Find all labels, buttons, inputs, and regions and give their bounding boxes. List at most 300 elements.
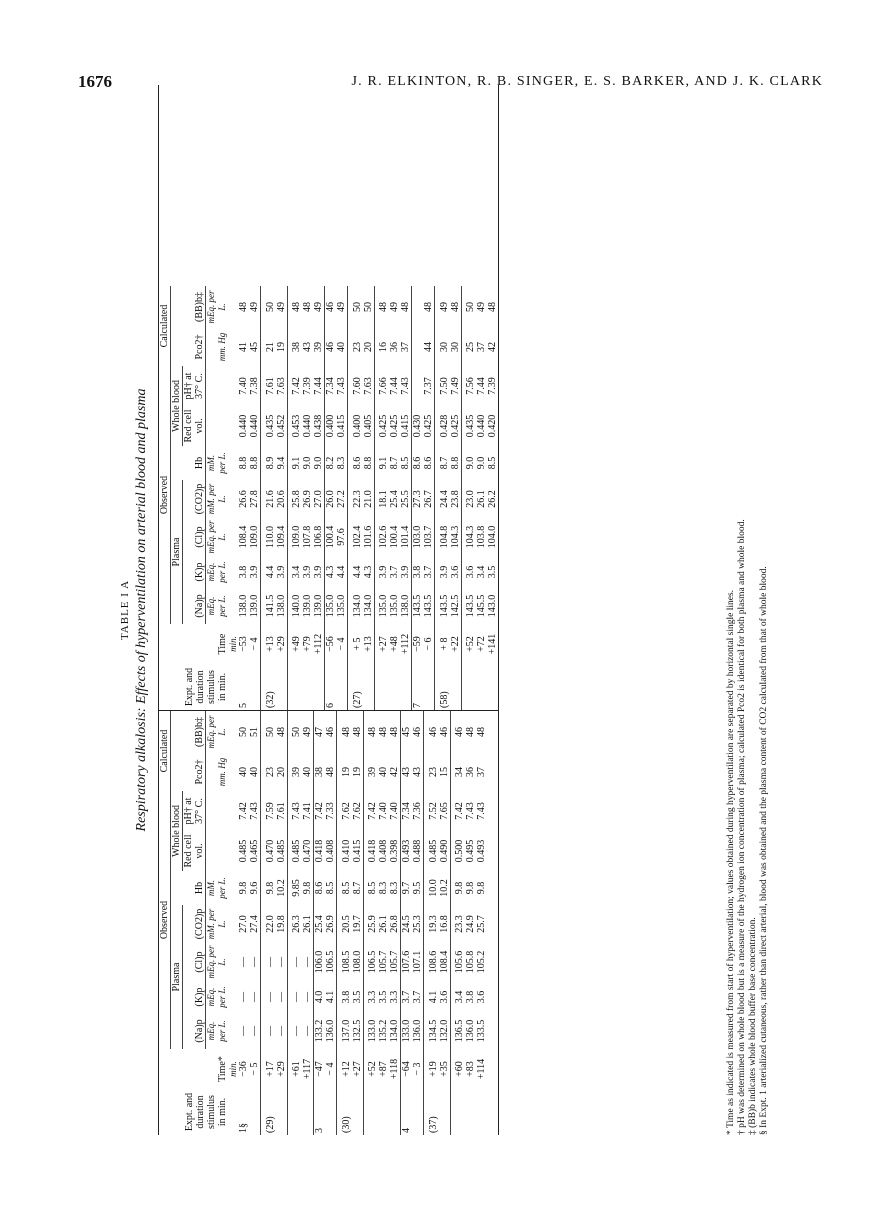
table-cell: 18.1 bbox=[378, 490, 389, 508]
expt-duration bbox=[302, 664, 313, 710]
table-cell: +87 bbox=[378, 1061, 389, 1077]
expt-duration bbox=[378, 664, 389, 710]
table-cell: 49 bbox=[313, 302, 324, 312]
table-cell: 7.60 bbox=[351, 377, 363, 395]
unit-spacer bbox=[228, 1089, 238, 1135]
table-cell: 3.6 bbox=[438, 990, 450, 1004]
table-cell: 4.4 bbox=[336, 565, 347, 579]
table-cell: 7.66 bbox=[378, 377, 389, 395]
table-cell: 0.465 bbox=[249, 839, 260, 863]
table-cell: +49 bbox=[291, 636, 302, 652]
table-cell: 7.41 bbox=[302, 802, 313, 820]
unit-label: mEq. per L. bbox=[206, 943, 229, 981]
table-cell: — bbox=[275, 957, 287, 967]
expt-number: 4 bbox=[401, 1089, 413, 1135]
table-cell: 9.8 bbox=[476, 881, 487, 895]
table-cell: 8.5 bbox=[400, 456, 411, 470]
table-cell: 7.34 bbox=[401, 791, 413, 831]
table-cell: +19 bbox=[427, 1061, 439, 1077]
table-cell: 105.2 bbox=[476, 950, 487, 974]
table-cell: +83 bbox=[465, 1061, 476, 1077]
table-cell: 44 bbox=[423, 342, 434, 352]
table-cell: 7.61 bbox=[275, 802, 287, 820]
table-cell: 27.8 bbox=[249, 490, 260, 508]
expt-duration bbox=[249, 664, 261, 710]
table-cell: 7.40 bbox=[378, 802, 389, 820]
table-cell: 104.3 bbox=[465, 525, 476, 549]
table-cell: 133.0 bbox=[401, 1013, 413, 1049]
expt-number: 6 bbox=[325, 664, 337, 710]
table-cell: 19.8 bbox=[275, 915, 287, 933]
header-spacer bbox=[171, 286, 183, 366]
table-cell: 22.3 bbox=[351, 490, 363, 508]
table-cell: 134.5 bbox=[427, 1019, 439, 1043]
table-cell: 48 bbox=[476, 727, 487, 737]
expt-duration bbox=[487, 664, 498, 710]
table-cell: + 5 bbox=[351, 637, 363, 651]
header-cl: (Cl)p bbox=[194, 526, 205, 548]
table-cell: 138.0 bbox=[400, 594, 411, 618]
table-cell: 3.7 bbox=[401, 981, 413, 1013]
table-cell: 7.42 bbox=[367, 802, 378, 820]
table-cell: 0.440 bbox=[476, 414, 487, 438]
table-cell: 38 bbox=[291, 342, 302, 352]
table-cell: 34 bbox=[454, 767, 465, 777]
table-cell: 142.5 bbox=[449, 594, 461, 618]
table-cell: 108.5 bbox=[340, 950, 352, 974]
table-cell: — bbox=[275, 992, 287, 1002]
header-red-cell-vol: Red cell vol. bbox=[183, 834, 205, 868]
table-cell: 8.8 bbox=[362, 456, 374, 470]
table-cell: — bbox=[302, 1026, 313, 1036]
table-cell: +13 bbox=[362, 636, 374, 652]
expt-duration: (58) bbox=[438, 691, 450, 708]
table-row bbox=[341, 711, 352, 1135]
unit-label: mM. per L. bbox=[206, 446, 229, 480]
table-cell: 46 bbox=[325, 328, 337, 366]
table-cell: 0.485 bbox=[238, 839, 249, 863]
table-cell: 3.8 bbox=[238, 565, 249, 579]
table-cell: 9.85 bbox=[291, 879, 302, 897]
table-cell: 3.9 bbox=[302, 565, 313, 579]
table-cell: +29 bbox=[275, 1061, 287, 1077]
table-row bbox=[476, 286, 487, 710]
table-cell: 8.3 bbox=[389, 881, 400, 895]
table-cell: 25.9 bbox=[367, 915, 378, 933]
table-cell: 3.6 bbox=[476, 990, 487, 1004]
table-cell: 16.8 bbox=[438, 915, 450, 933]
table-cell: 0.408 bbox=[378, 839, 389, 863]
table-cell: 40 bbox=[238, 767, 249, 777]
table-cell: 21.6 bbox=[264, 490, 276, 508]
table-row bbox=[378, 711, 389, 1135]
table-cell: 7.56 bbox=[465, 377, 476, 395]
table-cell: 25.4 bbox=[314, 905, 326, 943]
unit-label: mEq. per L. bbox=[206, 588, 229, 624]
table-cell: 140.0 bbox=[291, 594, 302, 618]
table-row bbox=[400, 286, 412, 710]
table-cell: 3.5 bbox=[487, 565, 498, 579]
table-title: Respiratory alkalosis: Effects of hyperventilation on arterial blood and plasma bbox=[134, 388, 149, 832]
table-row bbox=[465, 711, 476, 1135]
table-cell: 105.8 bbox=[465, 950, 476, 974]
table-cell: 3.9 bbox=[275, 565, 287, 579]
header-calculated: Calculated bbox=[159, 711, 171, 791]
unit-label: mEq. per L. bbox=[206, 518, 229, 556]
table-cell: 0.470 bbox=[264, 839, 276, 863]
table-cell: 107.1 bbox=[412, 950, 423, 974]
header-na: (Na)p bbox=[194, 1019, 205, 1043]
table-row bbox=[313, 286, 325, 710]
unit-spacer bbox=[228, 711, 238, 753]
table-cell: +29 bbox=[275, 636, 287, 652]
table-cell: — bbox=[249, 992, 260, 1002]
table-cell: 46 bbox=[325, 727, 336, 737]
table-cell: 102.6 bbox=[378, 525, 389, 549]
expt-duration bbox=[465, 1089, 476, 1135]
table-cell: 7.42 bbox=[314, 791, 326, 831]
table-cell: 36 bbox=[389, 342, 400, 352]
unit-spacer bbox=[228, 664, 238, 710]
table-cell: − 4 bbox=[336, 637, 347, 651]
table-cell: 136.0 bbox=[412, 1019, 423, 1043]
table-cell: 8.6 bbox=[412, 446, 424, 480]
table-cell: +13 bbox=[264, 636, 276, 652]
table-cell: 42 bbox=[487, 342, 498, 352]
table-cell: 49 bbox=[438, 302, 450, 312]
table-cell: 0.420 bbox=[487, 414, 498, 438]
table-cell: +117 bbox=[302, 1058, 313, 1080]
table-cell: 7.63 bbox=[275, 377, 287, 395]
table-cell: 8.8 bbox=[238, 456, 249, 470]
header-bb: (BB)b‡ bbox=[194, 717, 205, 747]
table-cell: 3.7 bbox=[412, 990, 423, 1004]
table-cell: 9.8 bbox=[454, 881, 465, 895]
table-cell: 0.408 bbox=[325, 839, 336, 863]
table-row bbox=[487, 286, 498, 710]
table-cell: 8.6 bbox=[314, 871, 326, 905]
table-cell: 48 bbox=[378, 727, 389, 737]
table-cell: — bbox=[249, 1026, 260, 1036]
table-cell: 0.435 bbox=[465, 414, 476, 438]
table-cell: 0.488 bbox=[412, 839, 423, 863]
table-cell: 49 bbox=[275, 302, 287, 312]
table-cell: 9.5 bbox=[412, 881, 423, 895]
header-time: Time* bbox=[217, 1056, 228, 1082]
table-row bbox=[367, 711, 378, 1135]
expt-duration bbox=[336, 664, 348, 710]
table-cell: 39 bbox=[367, 767, 378, 777]
table-cell: 49 bbox=[389, 302, 400, 312]
table-cell: 21.0 bbox=[362, 490, 374, 508]
table-cell: 136.0 bbox=[465, 1019, 476, 1043]
expt-duration bbox=[389, 1089, 401, 1135]
table-cell: 26.6 bbox=[238, 490, 249, 508]
table-cell: 38 bbox=[314, 753, 326, 791]
table-cell: 103.8 bbox=[476, 525, 487, 549]
table-cell: 39 bbox=[313, 342, 324, 352]
table-cell: 104.8 bbox=[438, 525, 450, 549]
header-co2: (CO2)p bbox=[194, 483, 205, 515]
table-cell: 48 bbox=[340, 727, 352, 737]
table-cell: 7.42 bbox=[238, 802, 249, 820]
table-cell: 0.415 bbox=[400, 414, 411, 438]
table-row bbox=[276, 286, 288, 710]
table-cell: 106.5 bbox=[367, 950, 378, 974]
table-cell: 104.3 bbox=[449, 525, 461, 549]
table-cell: 106.0 bbox=[314, 943, 326, 981]
table-cell: 139.0 bbox=[313, 594, 324, 618]
table-cell: −36 bbox=[238, 1061, 249, 1077]
table-cell: 24.5 bbox=[401, 905, 413, 943]
table-cell: 48 bbox=[487, 302, 498, 312]
table-cell: 30 bbox=[449, 342, 461, 352]
table-cell: 50 bbox=[465, 302, 476, 312]
table-cell: 100.4 bbox=[389, 525, 400, 549]
table-cell: 23.8 bbox=[449, 490, 461, 508]
table-cell: +52 bbox=[465, 636, 476, 652]
table-cell: 8.5 bbox=[325, 881, 336, 895]
table-cell: 46 bbox=[325, 286, 337, 328]
table-cell: 37 bbox=[476, 342, 487, 352]
expt-duration bbox=[291, 664, 302, 710]
table-cell: 132.0 bbox=[438, 1019, 450, 1043]
table-cell: 4.4 bbox=[264, 565, 276, 579]
table-cell: 7.62 bbox=[351, 802, 363, 820]
table-cell: 4.3 bbox=[362, 565, 374, 579]
unit-spacer bbox=[228, 406, 238, 446]
table-cell: +79 bbox=[302, 636, 313, 652]
expt-duration: (29) bbox=[264, 1116, 276, 1133]
table-cell: 27.0 bbox=[238, 915, 249, 933]
table-cell: +118 bbox=[389, 1058, 400, 1080]
table-cell: 4.3 bbox=[325, 556, 337, 588]
table-cell: +52 bbox=[367, 1061, 378, 1077]
table-row bbox=[336, 286, 348, 710]
table-cell: 105.6 bbox=[454, 950, 465, 974]
table-row bbox=[291, 286, 302, 710]
table-cell: 0.425 bbox=[423, 414, 434, 438]
table-cell: 8.9 bbox=[264, 456, 276, 470]
table-cell: 25.5 bbox=[400, 490, 411, 508]
footnote: § In Expt. 1 arterialized cutaneous, rather than direct arterial, blood was obtained and the plasma content of CO2 calculated from that of whole blood. bbox=[759, 566, 769, 1135]
table-cell: − 4 bbox=[325, 1062, 336, 1076]
table-cell: 141.5 bbox=[264, 594, 276, 618]
table-cell: 30 bbox=[438, 342, 450, 352]
footnote: † pH was determined on whole blood but is a measure of the hydrogen ion concentration of plasma; calculated Pco2 is identical for both plasma and whole blood. bbox=[737, 519, 747, 1135]
table-cell: 133.5 bbox=[476, 1019, 487, 1043]
table-cell: 0.490 bbox=[438, 839, 450, 863]
table-row bbox=[454, 711, 465, 1135]
table-cell: 136.5 bbox=[454, 1019, 465, 1043]
table-cell: 110.0 bbox=[264, 525, 276, 549]
unit-spacer bbox=[228, 286, 238, 328]
table-cell: 48 bbox=[325, 767, 336, 777]
table-cell: +114 bbox=[476, 1058, 487, 1080]
table-cell: 7.44 bbox=[313, 377, 324, 395]
table-cell: 24.4 bbox=[438, 490, 450, 508]
table-cell: 19 bbox=[351, 767, 363, 777]
unit-label: mEq. per L. bbox=[206, 981, 229, 1013]
table-cell: 8.3 bbox=[336, 456, 347, 470]
table-cell: 10.0 bbox=[427, 879, 439, 897]
unit-label: mM. per L. bbox=[206, 871, 229, 905]
table-cell: 138.0 bbox=[238, 594, 249, 618]
table-cell: 7.43 bbox=[476, 802, 487, 820]
table-cell: 139.0 bbox=[302, 594, 313, 618]
expt-duration bbox=[367, 1089, 378, 1135]
table-cell: 134.0 bbox=[351, 594, 363, 618]
table-row bbox=[238, 286, 249, 710]
table-cell: 7.38 bbox=[249, 377, 260, 395]
table-cell: 7.44 bbox=[476, 377, 487, 395]
unit-spacer bbox=[228, 1013, 238, 1049]
table-cell: 50 bbox=[264, 727, 276, 737]
table-row bbox=[439, 711, 451, 1135]
unit-label bbox=[206, 366, 229, 406]
table-cell: 0.452 bbox=[275, 414, 287, 438]
table-cell: 3.9 bbox=[249, 565, 260, 579]
table-cell: 48 bbox=[389, 727, 400, 737]
table-row bbox=[428, 711, 439, 1135]
table-cell: — bbox=[264, 957, 276, 967]
table-cell: 7.59 bbox=[264, 802, 276, 820]
table-cell: 26.0 bbox=[325, 480, 337, 518]
table-cell: 40 bbox=[378, 767, 389, 777]
table-cell: 36 bbox=[465, 767, 476, 777]
table-caption: TABLE I A bbox=[119, 579, 131, 641]
table-cell: +17 bbox=[264, 1061, 276, 1077]
table-row bbox=[291, 711, 302, 1135]
table-row bbox=[352, 711, 364, 1135]
table-cell: 40 bbox=[302, 767, 313, 777]
table-cell: +48 bbox=[389, 636, 400, 652]
table-cell: 9.8 bbox=[238, 881, 249, 895]
expt-duration bbox=[276, 1089, 288, 1135]
table-cell: 41 bbox=[238, 342, 249, 352]
header-hb: Hb bbox=[194, 881, 205, 895]
table-cell: 25.7 bbox=[476, 915, 487, 933]
table-cell: 0.500 bbox=[454, 839, 465, 863]
table-cell: 4.1 bbox=[325, 990, 336, 1004]
table-row bbox=[276, 711, 288, 1135]
table-cell: 134.0 bbox=[389, 1019, 400, 1043]
expt-number: 1§ bbox=[238, 1123, 249, 1133]
table-cell: +12 bbox=[340, 1061, 352, 1077]
table-cell: 49 bbox=[249, 302, 260, 312]
table-cell: 7.39 bbox=[302, 377, 313, 395]
unit-time: min. bbox=[228, 1061, 238, 1077]
table-cell: 103.7 bbox=[423, 525, 434, 549]
expt-duration bbox=[454, 1089, 465, 1135]
table-cell: +141 bbox=[487, 633, 498, 655]
table-cell: — bbox=[238, 957, 249, 967]
table-cell: 0.428 bbox=[438, 414, 450, 438]
table-cell: 0.415 bbox=[351, 839, 363, 863]
table-cell: 9.7 bbox=[401, 871, 413, 905]
table-cell: 143.5 bbox=[423, 594, 434, 618]
header-observed: Observed bbox=[159, 366, 171, 624]
table-cell: 3.8 bbox=[412, 556, 424, 588]
table-cell: − 6 bbox=[423, 637, 434, 651]
table-cell: 7.43 bbox=[291, 802, 302, 820]
table-cell: 102.4 bbox=[351, 525, 363, 549]
table-row bbox=[412, 711, 424, 1135]
table-cell: 27.4 bbox=[249, 915, 260, 933]
table-cell: 48 bbox=[302, 302, 313, 312]
header-k: (K)p bbox=[194, 562, 205, 582]
table-cell: 0.440 bbox=[249, 414, 260, 438]
table-cell: +27 bbox=[351, 1061, 363, 1077]
table-left bbox=[159, 711, 487, 1135]
table-cell: 20.5 bbox=[340, 915, 352, 933]
table-cell: 25.8 bbox=[291, 490, 302, 508]
table-row bbox=[412, 286, 424, 710]
expt-duration bbox=[313, 664, 325, 710]
table-cell: 20 bbox=[362, 342, 374, 352]
table-cell: +35 bbox=[438, 1061, 450, 1077]
table-cell: 9.8 bbox=[465, 881, 476, 895]
table-cell: 143.5 bbox=[465, 594, 476, 618]
header-ph: pH† at 37° C. bbox=[183, 372, 205, 400]
table-cell: 3.7 bbox=[423, 565, 434, 579]
expt-duration bbox=[378, 1089, 389, 1135]
unit-spacer bbox=[228, 943, 238, 981]
table-cell: 137.0 bbox=[340, 1019, 352, 1043]
table-cell: −64 bbox=[401, 1049, 413, 1089]
table-cell: +60 bbox=[454, 1061, 465, 1077]
table-cell: 8.7 bbox=[389, 456, 400, 470]
table-cell: 8.2 bbox=[325, 446, 337, 480]
table-cell: 135.0 bbox=[325, 588, 337, 624]
table-cell: 46 bbox=[412, 727, 423, 737]
table-row bbox=[314, 711, 326, 1135]
table-cell: 20 bbox=[275, 767, 287, 777]
header-spacer bbox=[171, 711, 183, 791]
table-cell: 3.3 bbox=[367, 990, 378, 1004]
header-pco2: Pco2† bbox=[194, 334, 205, 360]
table-cell: 104.0 bbox=[487, 525, 498, 549]
table-left-half bbox=[159, 711, 487, 1135]
table-cell: 0.440 bbox=[238, 414, 249, 438]
unit-label: mEq. per L. bbox=[206, 286, 229, 328]
expt-duration bbox=[476, 664, 487, 710]
table-cell: 43 bbox=[412, 767, 423, 777]
table-cell: 3.7 bbox=[389, 565, 400, 579]
table-right-half bbox=[159, 286, 498, 711]
table-cell: −53 bbox=[238, 636, 249, 652]
table-cell: 139.0 bbox=[249, 594, 260, 618]
unit-spacer bbox=[228, 791, 238, 831]
table-cell: 23.0 bbox=[465, 490, 476, 508]
table-row bbox=[249, 286, 261, 710]
table-cell: 7.37 bbox=[423, 377, 434, 395]
table-cell: 7.36 bbox=[412, 802, 423, 820]
unit-label bbox=[206, 406, 229, 446]
table-row bbox=[389, 711, 401, 1135]
table-cell: 106.5 bbox=[325, 950, 336, 974]
table-cell: 42 bbox=[389, 767, 400, 777]
table-cell: 9.0 bbox=[313, 456, 324, 470]
table-cell: 48 bbox=[238, 302, 249, 312]
table-cell: 3.8 bbox=[340, 990, 352, 1004]
expt-duration bbox=[276, 664, 288, 710]
header-na: (Na)p bbox=[194, 594, 205, 618]
table-cell: 97.6 bbox=[336, 528, 347, 546]
table-cell: 0.493 bbox=[401, 831, 413, 871]
table-cell: 132.5 bbox=[351, 1019, 363, 1043]
table-cell: — bbox=[264, 1026, 276, 1036]
